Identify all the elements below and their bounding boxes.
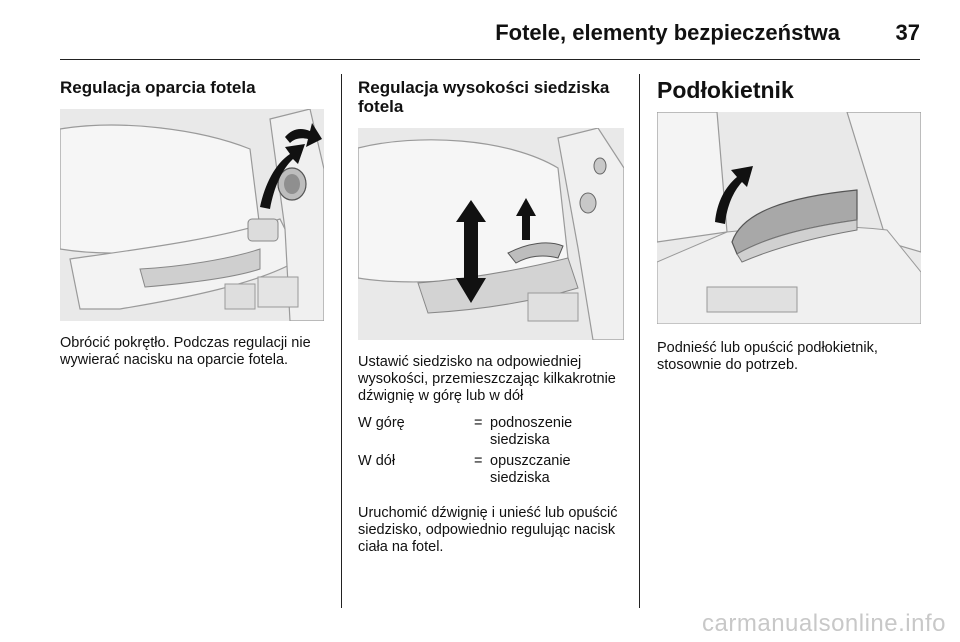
armrest-illustration bbox=[657, 112, 921, 324]
watermark: carmanualsonline.info bbox=[702, 610, 946, 637]
section-heading: Regulacja oparcia fotela bbox=[60, 78, 256, 97]
table-row bbox=[358, 453, 624, 487]
section-armrest bbox=[657, 74, 921, 374]
page-number: 37 bbox=[895, 20, 920, 45]
page-header bbox=[60, 14, 920, 58]
header-divider bbox=[60, 59, 920, 60]
table-value: opuszczanie siedziska bbox=[490, 453, 571, 486]
section-heading: Podłokietnik bbox=[657, 77, 794, 103]
header-title: Fotele, elementy bezpieczeństwa bbox=[495, 20, 840, 45]
direction-table bbox=[358, 415, 624, 487]
backrest-illustration bbox=[60, 109, 324, 321]
table-eq: = bbox=[474, 453, 483, 469]
table-key: W dół bbox=[358, 453, 396, 469]
table-row bbox=[358, 415, 624, 449]
section-body-2: Uruchomić dźwignię i unieść lub opuścić siedzisko, odpowiednio regulując nacisk ciała na fotel. bbox=[358, 505, 618, 555]
table-value: podnoszenie siedziska bbox=[490, 415, 573, 448]
seat-height-illustration bbox=[358, 128, 624, 340]
section-body: Ustawić siedzisko na odpowiedniej wysokości, przemieszczając kilkakrotnie dźwignię w górę lub w dół bbox=[358, 354, 616, 404]
section-backrest bbox=[60, 74, 324, 369]
section-seat-height bbox=[358, 74, 624, 556]
column-divider-2 bbox=[639, 74, 640, 608]
section-body: Obrócić pokrętło. Podczas regulacji nie wywierać nacisku na oparcie fotela. bbox=[60, 335, 311, 368]
table-key: W górę bbox=[358, 415, 405, 431]
table-eq: = bbox=[474, 415, 483, 431]
column-divider-1 bbox=[341, 74, 342, 608]
section-heading: Regulacja wysokości siedziska fotela bbox=[358, 78, 610, 116]
section-body: Podnieść lub opuścić podłokietnik, stosownie do potrzeb. bbox=[657, 340, 878, 373]
